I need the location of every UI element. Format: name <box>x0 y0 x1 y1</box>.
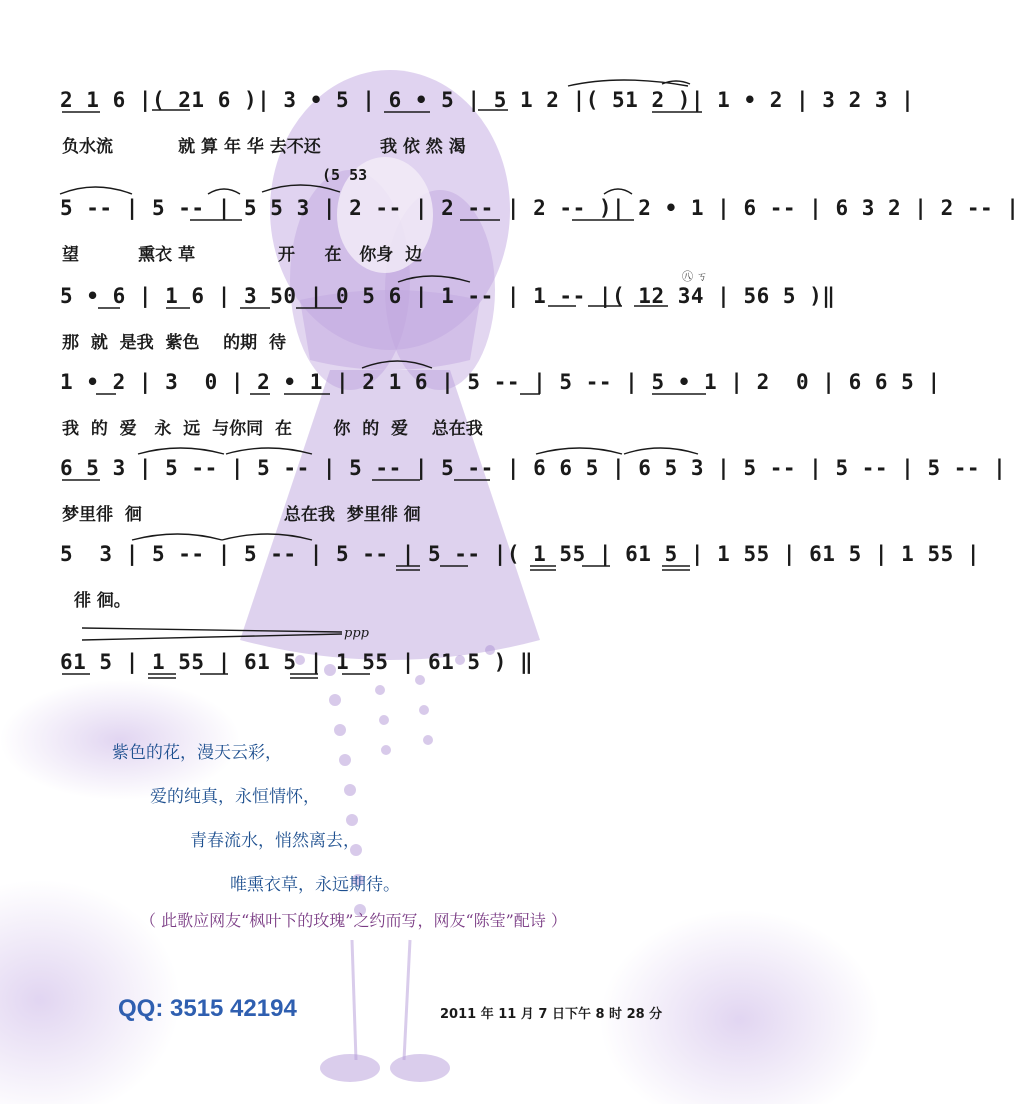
notation-line-5: 6 5 3 | 5 -- | 5 -- | 5 -- | 5 -- | 6 6 5 | 6 5 3 | 5 -- | 5 -- | 5 -- | <box>60 456 1007 480</box>
dynamic-mark: ppp <box>344 626 369 641</box>
lyric-line-3: 那 就 是我 紫色 的期 待 <box>62 333 287 353</box>
poem-line-1: 紫色的花，漫天云彩， <box>112 743 282 763</box>
lyric-line-4: 我 的 爱 永 远 与你同 在 你 的 爱 总在我 <box>62 419 483 439</box>
lyric-line-2: 望 熏衣 草 开 在 你身 边 <box>62 245 423 265</box>
notation-line-3: 5 • 6 | 1 6 | 3 50 | 0 5 6 | 1 -- | 1 -- |( 12 34 | 56 5 )‖ <box>60 284 836 308</box>
notation-line-7: 61 5 | 1 55 | 61 5 | 1 55 | 61 5 ) ‖ <box>60 650 534 674</box>
lyric-line-6: 徘 徊。 <box>62 591 131 611</box>
notation-line-6: 5 3 | 5 -- | 5 -- | 5 -- | 5 -- |( 1 55 | 61 5 | 1 55 | 61 5 | 1 55 | <box>60 542 981 566</box>
qq-contact: QQ: 3515 42194 <box>118 995 297 1022</box>
poem-line-3: 青春流水，悄然离去， <box>190 831 360 851</box>
lyric-line-5: 梦里徘 徊 总在我 梦里徘 徊 <box>62 505 421 525</box>
pickup-notes: (5 53 <box>322 166 368 184</box>
notation-line-1: 2 1 6 |( 21 6 )| 3 • 5 | 6 • 5 | 5 1 2 |( 51 2 )| 1 • 2 | 3 2 3 | <box>60 88 915 112</box>
composition-date: 2011 年 11 月 7 日下午 8 时 28 分 <box>440 1007 663 1022</box>
notation-line-2: 5 -- | 5 -- | 5 5 3 | 2 -- | 2 -- | 2 -- )| 2 • 1 | 6 -- | 6 3 2 | 2 -- | <box>60 196 1019 220</box>
lyric-line-1: 负水流 就 算 年 华 去不还 我 依 然 渴 <box>62 137 466 157</box>
poem-line-4: 唯熏衣草，永远期待。 <box>230 875 400 895</box>
signature-mark: ㊇ ㄎ <box>682 270 708 283</box>
notation-line-4: 1 • 2 | 3 0 | 2 • 1 | 2 1 6 | 5 -- | 5 -- | 5 • 1 | 2 0 | 6 6 5 | <box>60 370 941 394</box>
poem-line-2: 爱的纯真，永恒情怀， <box>150 787 320 807</box>
dedication-note: （ 此歌应网友“枫叶下的玫瑰”之约而写，网友“陈莹”配诗 ） <box>140 911 567 930</box>
